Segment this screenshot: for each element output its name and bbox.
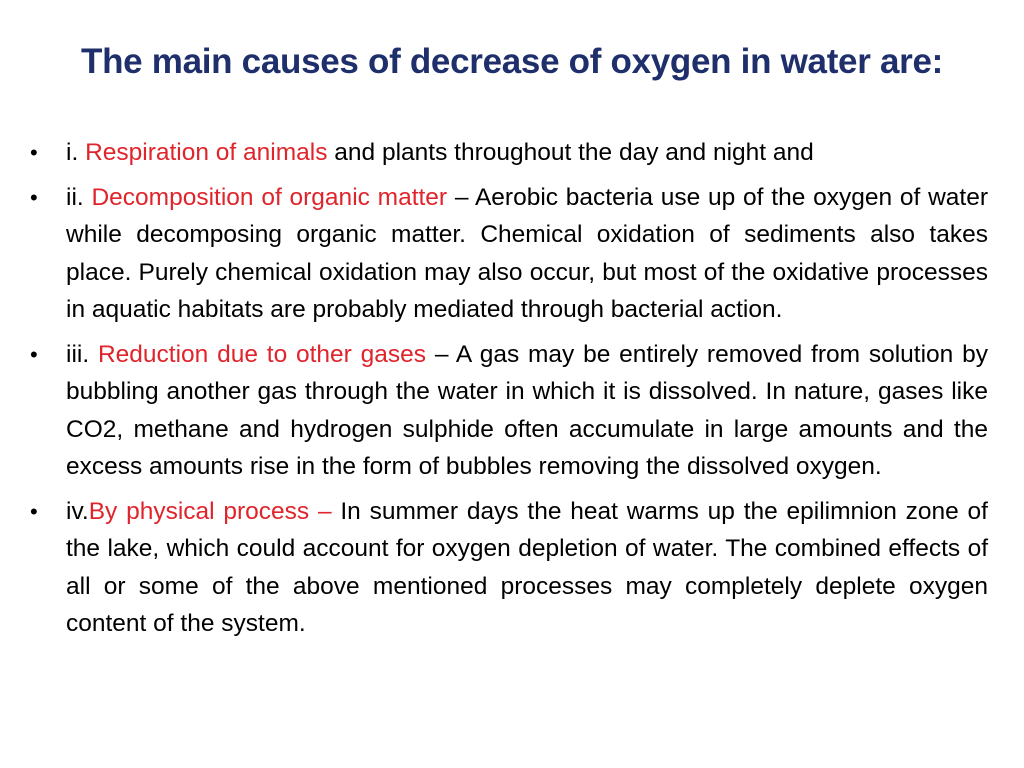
bullet-prefix: i. <box>66 139 86 166</box>
bullet-prefix: iii. <box>66 340 98 368</box>
bullet-text: and plants throughout the day and night and <box>327 139 814 166</box>
bullet-prefix: iv. <box>66 497 89 525</box>
bullet-prefix: ii. <box>66 183 92 211</box>
bullet-item-respiration <box>30 134 988 172</box>
bullet-highlight: Decomposition of organic matter <box>91 183 448 211</box>
slide-title: The main causes of decrease of oxygen in water are: <box>81 42 943 81</box>
bullet-item-decomposition <box>30 179 988 329</box>
bullet-text: In summer days the heat warms up the epilimnion zone of the lake, which could account for oxygen depletion of water. The combined effects of all or some of the above mentioned processes may completely deplete oxygen content of the system. <box>66 497 988 637</box>
bullet-highlight: Respiration of animals <box>85 139 328 166</box>
bullet-item-reduction <box>30 336 988 486</box>
bullet-highlight: Reduction due to other gases <box>97 340 427 368</box>
bullet-item-physical-process <box>30 493 988 643</box>
bullet-list <box>30 134 988 650</box>
bullet-text: – Aerobic bacteria use up of the oxygen of water while decomposing organic matter. Chemical oxidation of sediments also takes place. Purely chemical oxidation may also occur, but most of the oxidative processes in aquatic habitats are probably mediated through bacterial action. <box>66 183 989 323</box>
bullet-highlight: By physical process – <box>88 497 332 525</box>
bullet-text: – A gas may be entirely removed from solution by bubbling another gas through the water in which it is dissolved. In nature, gases like CO2, methane and hydrogen sulphide often accumulate in large amounts and the excess amounts rise in the form of bubbles removing the dissolved oxygen. <box>66 340 988 480</box>
